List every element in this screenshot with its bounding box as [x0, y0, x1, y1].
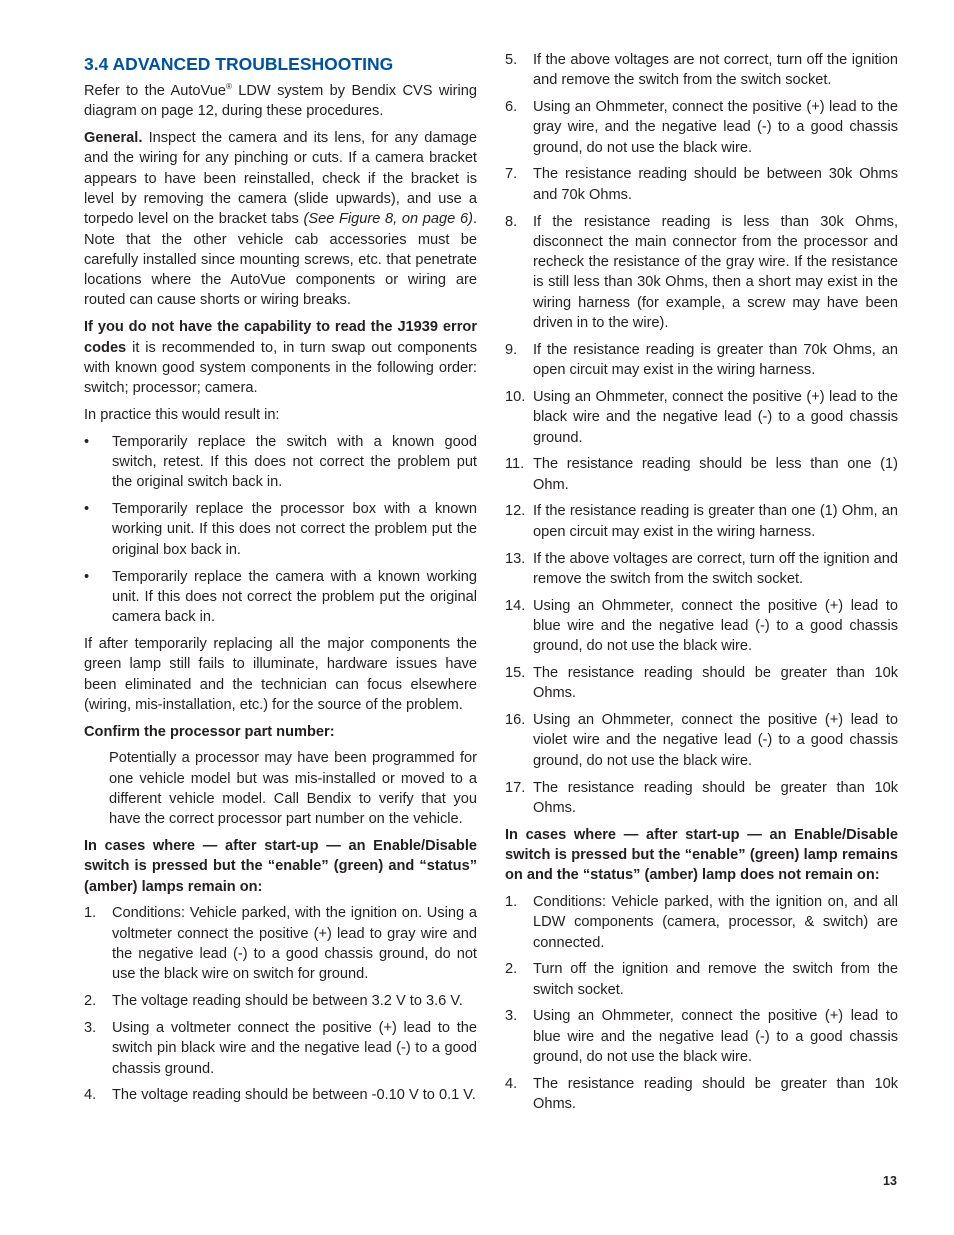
confirm-paragraph: Potentially a processor may have been programmed for one vehicle model but was mis-installed or moved to a different vehicle model. Call Bendix to verify that you have the correct processor part number on the vehicle. [109, 750, 477, 828]
figure-reference: (See Figure 8, on page 6) [303, 211, 473, 228]
general-text-1: Inspect the camera and its lens, for any damage and the wiring for any pinching or cuts. If a camera bracket appears to have been reinstalled, check if the bracket is level by removing the camera (slide upwards), and use a torpedo level on the bracket tabs [84, 130, 477, 228]
item-text: If the resistance reading is greater than one (1) Ohm, an open circuit may exist in the wiring harness. [533, 503, 898, 540]
step-number: 10. [505, 388, 526, 405]
item-text: Temporarily replace the camera with a known working unit. If this does not correct the problem put the original camera back in. [112, 568, 477, 626]
step-number: 1. [84, 905, 97, 922]
general-paragraph [84, 128, 477, 311]
right-column [505, 50, 898, 1121]
item-text: Using a voltmeter connect the positive (+) lead to the switch pin black wire and the negative lead (-) to a good chassis ground. [112, 1019, 477, 1077]
item-text: The voltage reading should be between 3.2 V to 3.6 V. [112, 993, 463, 1010]
item-text: The resistance reading should be greater than 10k Ohms. [533, 779, 898, 816]
step-number: 11. [505, 456, 525, 473]
item-text: Using an Ohmmeter, connect the positive (+) lead to the gray wire, and the negative lead (-) to a good chassis ground, do not use the black wire. [533, 99, 898, 156]
item-text: If the above voltages are correct, turn off the ignition and remove the switch from the switch socket. [533, 550, 898, 587]
bullet-item [84, 567, 477, 628]
step-item [505, 50, 898, 91]
step-item [505, 596, 898, 657]
step-number: 4. [505, 1075, 518, 1092]
capability-bold: If you do not have the capability to read the J1939 error codes [84, 319, 477, 356]
step-number: 13. [505, 550, 526, 567]
step-item [505, 959, 898, 1000]
step-item [505, 387, 898, 448]
step-item [505, 212, 898, 334]
bullet-marker: • [84, 501, 90, 518]
step-item [505, 1074, 898, 1115]
item-text: Using an Ohmmeter, connect the positive (+) lead to the black wire and the negative lead (-) to a good chassis ground. [533, 388, 898, 446]
item-text: The resistance reading should be greater than 10k Ohms. [533, 1075, 898, 1113]
step-item [84, 1018, 477, 1079]
item-text: If the resistance reading is greater than 70k Ohms, an open circuit may exist in the wiring harness. [533, 341, 898, 379]
step-item [505, 1006, 898, 1067]
step-number: 7. [505, 166, 518, 183]
step-item [505, 663, 898, 704]
step-number: 4. [84, 1087, 97, 1104]
step-number: 12. [505, 503, 526, 520]
step-number: 5. [505, 52, 518, 68]
case2-steps [505, 892, 898, 1114]
step-number: 1. [505, 893, 518, 910]
item-text: Turn off the ignition and remove the switch from the switch socket. [533, 961, 898, 998]
intro-pre: Refer to the AutoVue [84, 83, 226, 99]
capability-text: it is recommended to, in turn swap out components with known good system components in the following order: switch; processor; camera. [84, 339, 477, 397]
item-text: The resistance reading should be greater than 10k Ohms. [533, 665, 898, 702]
step-item [505, 778, 898, 819]
item-text: Using an Ohmmeter, connect the positive (+) lead to blue wire and the negative lead (-) to a good chassis ground, do not use the black wire. [533, 597, 898, 655]
step-item [505, 97, 898, 158]
bullet-item [84, 499, 477, 560]
general-label: General. [84, 130, 143, 147]
step-number: 9. [505, 341, 518, 358]
item-text: If the above voltages are not correct, turn off the ignition and remove the switch from the switch socket. [533, 52, 898, 89]
step-item [505, 892, 898, 953]
bullet-list [84, 432, 477, 628]
case2-heading: In cases where — after start-up — an Enable/Disable switch is pressed but the “enable” (green) lamp remains on and the “status” (amber) lamp does not remain on: [505, 826, 898, 884]
step-number: 8. [505, 213, 518, 230]
confirm-heading: Confirm the processor part number: [84, 723, 335, 740]
page-number: 13 [883, 1174, 897, 1188]
step-number: 16. [505, 712, 526, 729]
bullet-marker: • [84, 433, 90, 450]
step-item [84, 903, 477, 984]
registered-mark: ® [225, 82, 232, 92]
item-text: Temporarily replace the switch with a known good switch, retest. If this does not correct the problem put the original switch back in. [112, 433, 477, 491]
step-item [505, 454, 898, 495]
intro-post: LDW system by Bendix CVS wiring diagram on page 12, during these procedures. [84, 83, 477, 120]
step-number: 14. [505, 597, 526, 614]
step-number: 15. [505, 665, 526, 682]
step-item [505, 710, 898, 771]
step-item [505, 549, 898, 590]
left-column [84, 50, 477, 1112]
bullet-item [84, 432, 477, 493]
step-item [505, 501, 898, 542]
item-text: Temporarily replace the processor box with a known working unit. If this does not correct the problem put the original box back in. [112, 501, 477, 558]
step-number: 6. [505, 99, 518, 116]
item-text: Using an Ohmmeter, connect the positive (+) lead to violet wire and the negative lead (-) to a good chassis ground, do not use the black wire. [533, 712, 898, 769]
item-text: Conditions: Vehicle parked, with the ignition on. Using a voltmeter connect the positive (+) lead to gray wire and the negative lead (-) to a good chassis ground, do not use the black wire on switch for ground. [112, 905, 477, 983]
step-item [505, 164, 898, 205]
case1-steps-continued [505, 50, 898, 818]
item-text: The resistance reading should be between 30k Ohms and 70k Ohms. [533, 166, 898, 203]
item-text: Conditions: Vehicle parked, with the ignition on, and all LDW components (camera, processor, & switch) are connected. [533, 893, 898, 951]
case1-steps [84, 903, 477, 1105]
step-item [84, 1085, 477, 1105]
step-number: 17. [505, 779, 526, 796]
step-item [505, 340, 898, 381]
item-text: If the resistance reading is less than 30k Ohms, disconnect the main connector from the processor and recheck the resistance of the gray wire. If the resistance is still less than 30k Ohms, then a short may exist in the wiring harness (for example, a screw may have been driven in to the wire). [533, 213, 898, 332]
case1-heading: In cases where — after start-up — an Enable/Disable switch is pressed but the “enable” (green) and “status” (amber) lamps remain on: [84, 838, 477, 895]
item-text: Using an Ohmmeter, connect the positive (+) lead to blue wire and the negative lead (-) to a good chassis ground, do not use the black wire. [533, 1008, 898, 1066]
step-item [84, 991, 477, 1011]
item-text: The resistance reading should be less than one (1) Ohm. [533, 456, 898, 493]
step-number: 3. [84, 1019, 97, 1036]
item-text: The voltage reading should be between -0.10 V to 0.1 V. [112, 1087, 476, 1104]
step-number: 2. [505, 961, 518, 978]
practice-paragraph: In practice this would result in: [84, 406, 280, 423]
step-number: 3. [505, 1008, 518, 1025]
capability-paragraph [84, 317, 477, 398]
section-heading: 3.4 ADVANCED TROUBLESHOOTING [84, 54, 394, 74]
general-text-2: . Note that the other vehicle cab accessories must be carefully installed since mounting screws, etc. that penetrate locations where the AutoVue components or wiring are routed can cause shorts or wiring breaks. [84, 211, 477, 309]
step-number: 2. [84, 993, 97, 1010]
bullet-marker: • [84, 568, 90, 585]
intro-paragraph [84, 81, 477, 122]
after-replace-paragraph: If after temporarily replacing all the major components the green lamp still fails to illuminate, hardware issues have been eliminated and the technician can focus elsewhere (wiring, mis-installation, etc.) for the source of the problem. [84, 635, 477, 713]
